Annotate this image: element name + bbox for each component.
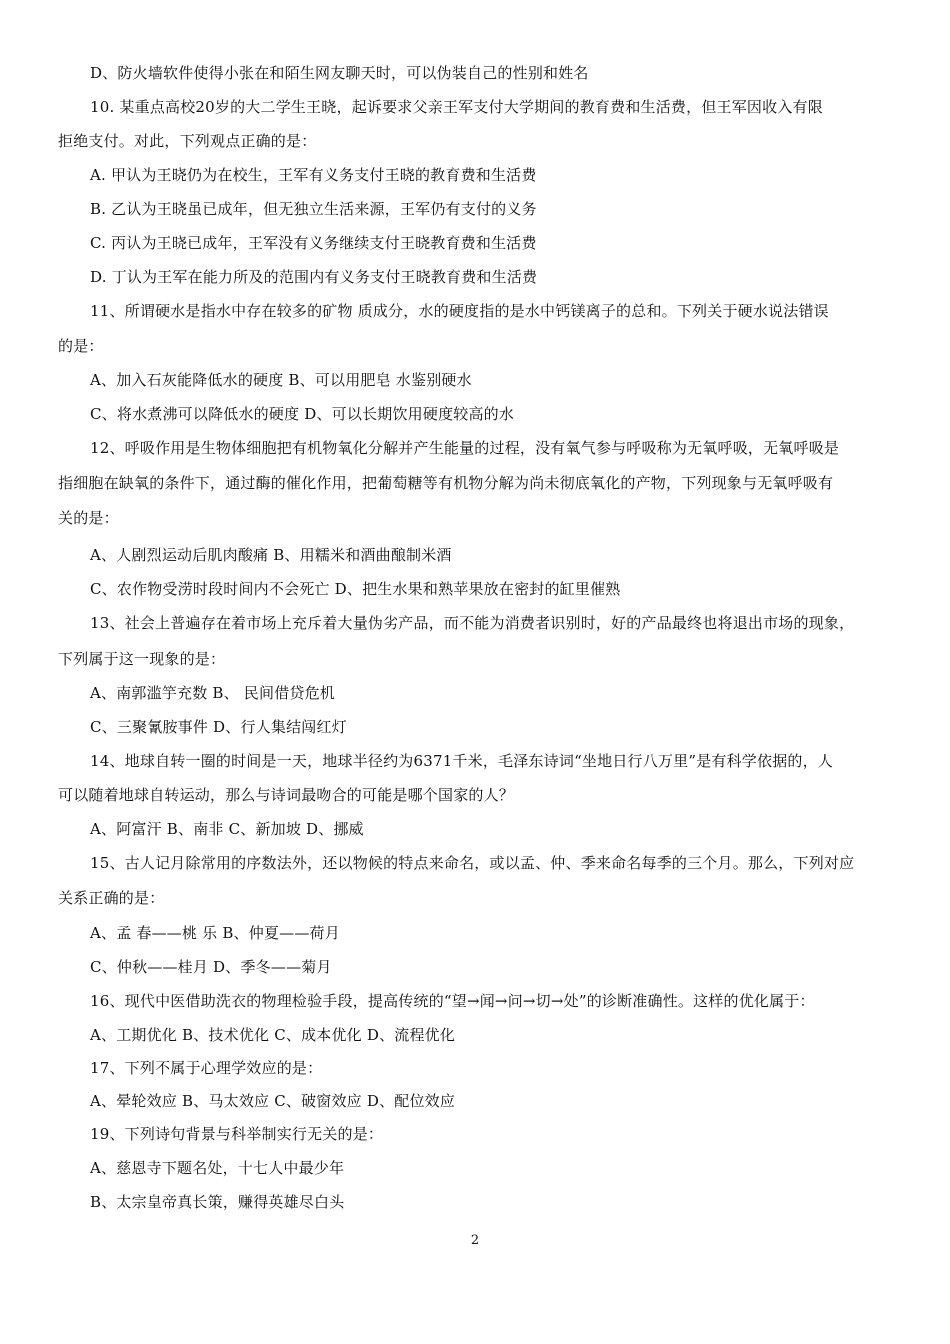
option-19a: A、慈恩寺下题名处，十七人中最少年 xyxy=(90,1159,345,1177)
page-number: 2 xyxy=(470,1233,480,1248)
options-17: A、晕轮效应 B、马太效应 C、破窗效应 D、配位效应 xyxy=(90,1092,456,1110)
question-13-stem-cont: 下列属于这一现象的是： xyxy=(58,650,226,668)
question-14-stem: 14、地球自转一圈的时间是一天，地球半径约为6371千米，毛泽东诗词“坐地日行八万里”是有科学依据的，人 xyxy=(90,752,834,770)
question-15-stem: 15、古人记月除常用的序数法外，还以物候的特点来命名，或以孟、仲、季来命名每季的三个月。那么，下列对应 xyxy=(90,854,855,872)
options-11-ab: A、加入石灰能降低水的硬度 B、可以用肥皂 水鉴别硬水 xyxy=(90,371,472,389)
option-10c: C. 丙认为王晓已成年，王军没有义务继续支付王晓教育费和生活费 xyxy=(90,234,537,252)
question-12-stem-end: 关的是： xyxy=(58,509,119,527)
question-16-stem: 16、现代中医借助洗衣的物理检验手段，提高传统的“望→闻→问→切→处”的诊断准确性。这样的优化属于： xyxy=(90,992,815,1010)
option-19b: B、太宗皇帝真长策，赚得英雄尽白头 xyxy=(90,1193,345,1211)
question-12-stem-cont: 指细胞在缺氧的条件下，通过酶的催化作用，把葡萄糖等有机物分解为尚未彻底氧化的产物，下列现象与无氧呼吸有 xyxy=(58,474,834,492)
options-12-ab: A、人剧烈运动后肌肉酸痛 B、用糯米和酒曲酿制米酒 xyxy=(90,546,452,564)
option-10a: A. 甲认为王晓仍为在校生，王军有义务支付王晓的教育费和生活费 xyxy=(90,166,537,184)
option-10b: B. 乙认为王晓虽已成年，但无独立生活来源，王军仍有支付的义务 xyxy=(90,200,537,218)
question-14-stem-cont: 可以随着地球自转运动，那么与诗词最吻合的可能是哪个国家的人？ xyxy=(58,786,515,804)
options-15-cd: C、仲秋——桂月 D、季冬——菊月 xyxy=(90,958,332,976)
question-13-stem: 13、社会上普遍存在着市场上充斥着大量伪劣产品，而不能为消费者识别时，好的产品最终也将退出市场的现象， xyxy=(90,614,855,632)
question-10-stem-cont: 拒绝支付。对此，下列观点正确的是： xyxy=(58,132,317,150)
question-11-stem: 11、所谓硬水是指水中存在较多的矿物 质成分，水的硬度指的是水中钙镁离子的总和。下列关于硬水说法错误 xyxy=(90,302,829,320)
options-15-ab: A、孟 春——桃 乐 B、仲夏——荷月 xyxy=(90,924,340,942)
options-11-cd: C、将水煮沸可以降低水的硬度 D、可以长期饮用硬度较高的水 xyxy=(90,405,515,423)
options-13-ab: A、南郭滥竽充数 B、 民间借贷危机 xyxy=(90,684,335,702)
question-19-stem: 19、下列诗句背景与科举制实行无关的是： xyxy=(90,1125,384,1143)
question-15-stem-cont: 关系正确的是： xyxy=(58,889,165,907)
options-16: A、工期优化 B、技术优化 C、成本优化 D、流程优化 xyxy=(90,1026,456,1044)
options-14: A、阿富汗 B、南非 C、新加坡 D、挪威 xyxy=(90,820,364,838)
question-10-stem: 10. 某重点高校20岁的大二学生王晓，起诉要求父亲王军支付大学期间的教育费和生活费，但王军因收入有限 xyxy=(90,98,823,116)
options-13-cd: C、三聚氰胺事件 D、行人集结闯红灯 xyxy=(90,718,347,736)
question-11-stem-cont: 的是： xyxy=(58,337,104,355)
question-17-stem: 17、下列不属于心理学效应的是： xyxy=(90,1059,323,1077)
option-9d: D、防火墙软件使得小张在和陌生网友聊天时，可以伪装自己的性别和姓名 xyxy=(90,64,589,82)
options-12-cd: C、农作物受涝时段时间内不会死亡 D、把生水果和熟苹果放在密封的缸里催熟 xyxy=(90,580,621,598)
question-12-stem: 12、呼吸作用是生物体细胞把有机物氧化分解并产生能量的过程，没有氧气参与呼吸称为无氧呼吸，无氧呼吸是 xyxy=(90,439,840,457)
option-10d: D. 丁认为王军在能力所及的范围内有义务支付王晓教育费和生活费 xyxy=(90,268,538,286)
